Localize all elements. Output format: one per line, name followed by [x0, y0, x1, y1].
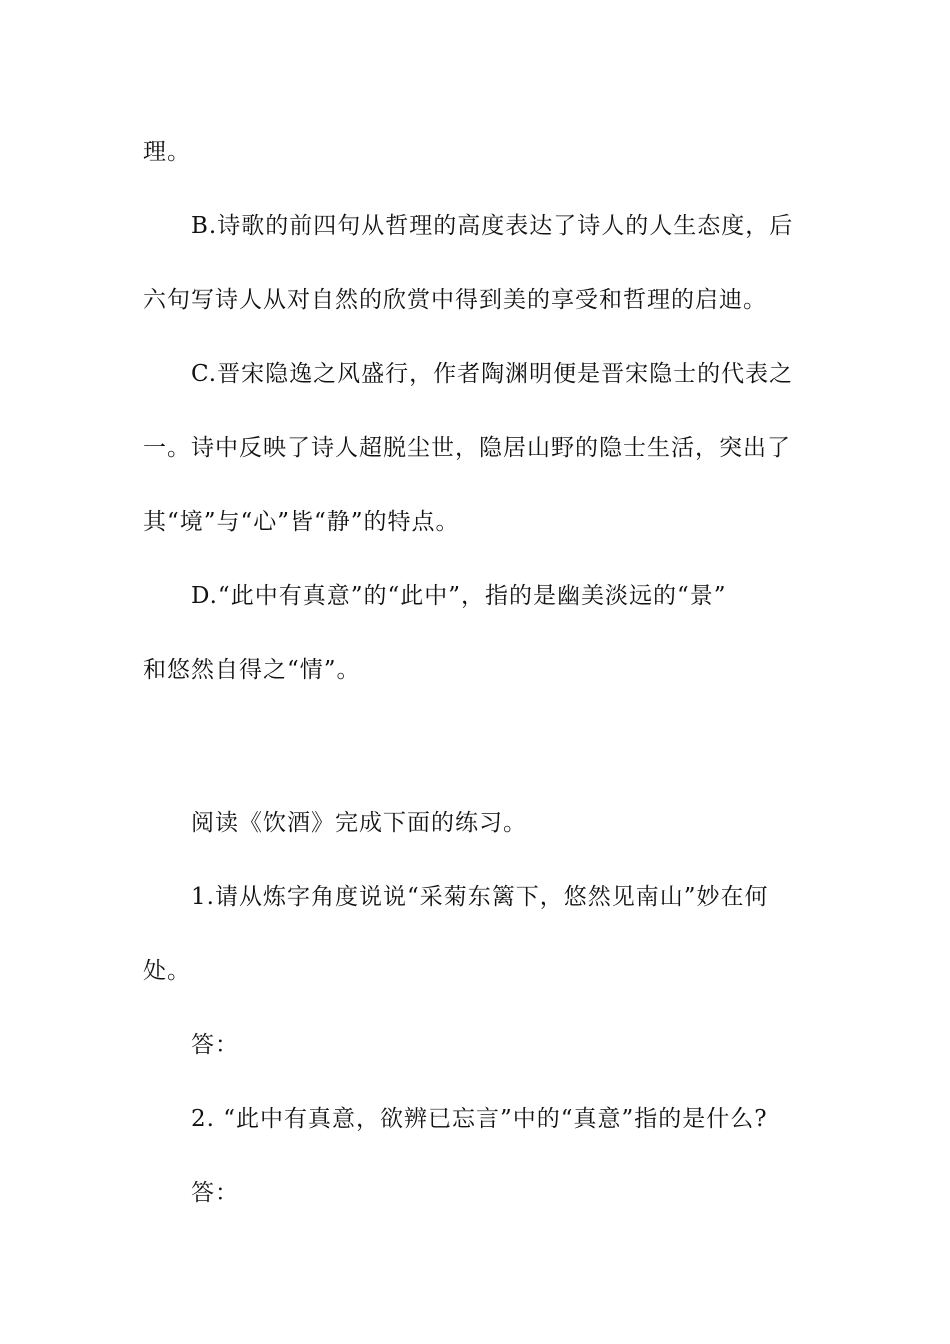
answer-2-label: 答：: [191, 1180, 239, 1206]
text-line-option-c: C.晋宋隐逸之风盛行，作者陶渊明便是晋宋隐士的代表之: [191, 361, 794, 387]
question-1-cont: 处。: [143, 958, 191, 984]
text-line-option-b-cont: 六句写诗人从对自然的欣赏中得到美的享受和哲理的启迪。: [143, 287, 767, 313]
question-2: 2. “此中有真意，欲辨已忘言”中的“真意”指的是什么?: [191, 1106, 768, 1132]
question-1: 1.请从炼字角度说说“采菊东篱下，悠然见南山”妙在何: [191, 884, 769, 910]
text-line-option-d: D.“此中有真意”的“此中”，指的是幽美淡远的“景”: [191, 583, 727, 609]
exercise-heading: 阅读《饮酒》完成下面的练习。: [191, 810, 527, 836]
answer-1-label: 答：: [191, 1032, 239, 1058]
text-line-option-c-cont: 一。诗中反映了诗人超脱尘世，隐居山野的隐士生活，突出了: [143, 435, 791, 461]
text-line-option-b: B.诗歌的前四句从哲理的高度表达了诗人的人生态度，后: [191, 213, 794, 239]
text-line-option-c-end: 其“境”与“心”皆“静”的特点。: [143, 509, 460, 535]
text-line-option-a-end: 理。: [143, 139, 191, 165]
text-line-option-d-cont: 和悠然自得之“情”。: [143, 657, 361, 683]
